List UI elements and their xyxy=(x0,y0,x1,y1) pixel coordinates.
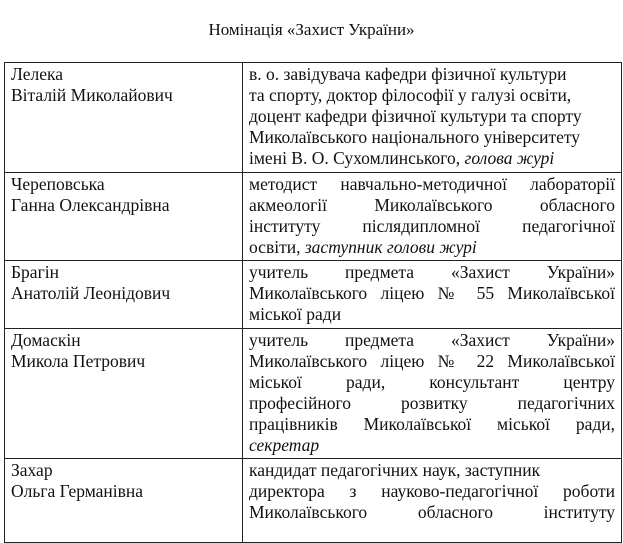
position-text: Миколаївського ліцею № 22 Миколаївської xyxy=(249,351,615,371)
position-text: кандидат педагогічних наук, заступник xyxy=(249,460,541,480)
position-line xyxy=(249,481,615,502)
table-row xyxy=(5,261,622,329)
position-line xyxy=(249,216,615,237)
position-line xyxy=(249,195,615,216)
jury-role: заступник голови журі xyxy=(304,237,477,257)
member-name-cell xyxy=(5,63,243,173)
position-text: учитель предмета «Захист України» xyxy=(249,330,615,350)
table-row xyxy=(5,63,622,173)
given-names: Микола Петрович xyxy=(11,351,146,371)
position-text: Миколаївського обласного інституту xyxy=(249,502,615,522)
given-names: Анатолій Леонідович xyxy=(11,283,171,303)
position-line xyxy=(249,283,615,304)
position-line xyxy=(249,414,615,435)
position-text: доцент кафедри фізичної культури та спорту xyxy=(249,106,582,126)
position-line xyxy=(249,304,615,325)
position-text: міської ради xyxy=(249,304,342,324)
table-row xyxy=(5,459,622,543)
position-text: міської ради, консультант центру xyxy=(249,372,615,392)
position-line xyxy=(249,174,615,195)
member-position-cell xyxy=(243,173,622,261)
given-names: Ольга Германівна xyxy=(11,481,144,501)
position-line xyxy=(249,460,615,481)
position-line xyxy=(249,502,615,523)
position-line xyxy=(249,330,615,351)
position-line xyxy=(249,351,615,372)
member-name-cell xyxy=(5,173,243,261)
jury-role: секретар xyxy=(249,435,320,455)
member-name-cell xyxy=(5,261,243,329)
surname: Брагін xyxy=(11,262,59,282)
position-text: інституту післядипломної педагогічної xyxy=(249,216,615,236)
position-text: Миколаївського ліцею № 55 Миколаївської xyxy=(249,283,615,303)
position-line xyxy=(249,64,615,85)
position-text: Миколаївського національного університету xyxy=(249,127,581,147)
surname: Череповська xyxy=(11,174,105,194)
surname: Домаскін xyxy=(11,330,81,350)
position-line xyxy=(249,106,615,127)
position-line xyxy=(249,148,615,169)
given-names: Ганна Олександрівна xyxy=(11,195,170,215)
position-line xyxy=(249,262,615,283)
position-text: директора з науково-педагогічної роботи xyxy=(249,481,615,501)
surname: Захар xyxy=(11,460,53,480)
position-line xyxy=(249,237,615,258)
jury-table xyxy=(4,62,622,543)
position-line xyxy=(249,85,615,106)
member-name-cell xyxy=(5,329,243,459)
position-text: акмеології Миколаївського обласного xyxy=(249,195,615,215)
position-text: та спорту, доктор філософії у галузі освіти, xyxy=(249,85,572,105)
position-line xyxy=(249,393,615,414)
position-line xyxy=(249,372,615,393)
position-text: освіти, xyxy=(249,237,305,257)
jury-role: голова журі xyxy=(464,148,555,168)
position-text: імені В. О. Сухомлинського, xyxy=(249,148,465,168)
given-names: Віталій Миколайович xyxy=(11,85,173,105)
member-position-cell xyxy=(243,261,622,329)
position-text: методист навчально-методичної лабораторії xyxy=(249,174,615,194)
surname: Лелека xyxy=(11,64,64,84)
position-text: професійного розвитку педагогічних xyxy=(249,393,615,413)
member-name-cell xyxy=(5,459,243,543)
table-row xyxy=(5,173,622,261)
table-row xyxy=(5,329,622,459)
page-title: Номінація «Захист України» xyxy=(208,20,415,39)
position-text: працівників Миколаївської міської ради, xyxy=(249,414,615,434)
position-text: в. о. завідувача кафедри фізичної культури xyxy=(249,64,567,84)
member-position-cell xyxy=(243,63,622,173)
member-position-cell xyxy=(243,329,622,459)
member-position-cell xyxy=(243,459,622,543)
position-line xyxy=(249,435,615,456)
position-text: учитель предмета «Захист України» xyxy=(249,262,615,282)
position-line xyxy=(249,127,615,148)
